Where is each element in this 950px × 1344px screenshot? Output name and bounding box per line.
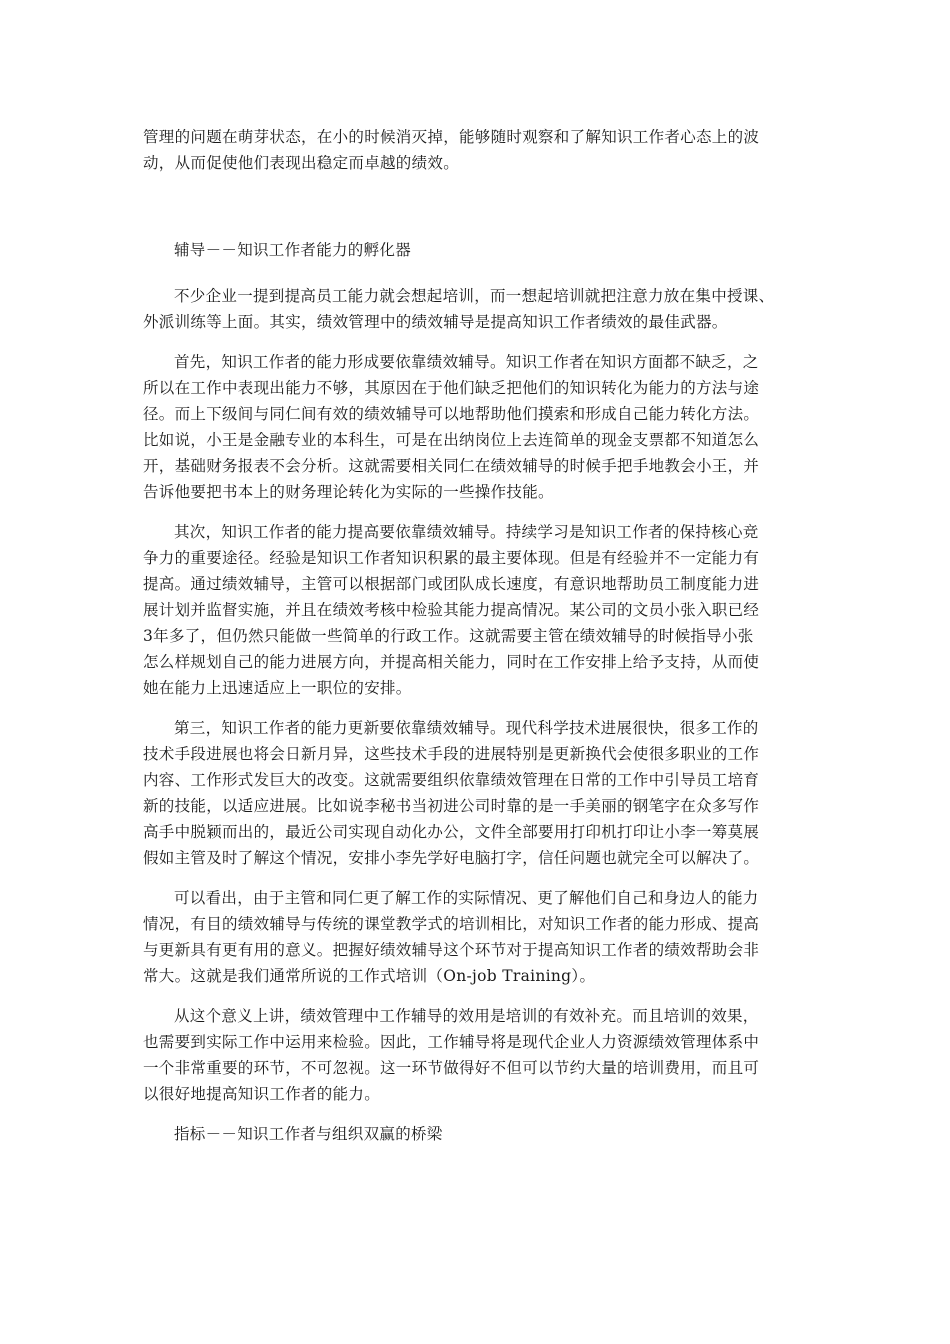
text-line: 3年多了，但仍然只能做一些简单的行政工作。这就需要主管在绩效辅导的时候指导小张 (143, 627, 754, 645)
section-heading-coaching (143, 237, 813, 263)
heading-text: 指标－－知识工作者与组织双赢的桥梁 (174, 1125, 443, 1143)
paragraph-5 (143, 885, 813, 989)
text-line: 第三，知识工作者的能力更新要依靠绩效辅导。现代科学技术进展很快，很多工作的 (174, 719, 759, 737)
text-line: 管理的问题在萌芽状态，在小的时候消灭掉，能够随时观察和了解知识工作者心态上的波 (143, 128, 760, 146)
text-line: 其次，知识工作者的能力提高要依靠绩效辅导。持续学习是知识工作者的保持核心竞 (174, 523, 759, 541)
text-line: 径。而上下级间与同仁间有效的绩效辅导可以地帮助他们摸索和形成自己能力转化方法。 (143, 405, 760, 423)
paragraph-2 (143, 349, 813, 505)
paragraph-6 (143, 1003, 813, 1107)
paragraph-4 (143, 715, 813, 871)
text-line: 情况，有目的绩效辅导与传统的课堂教学式的培训相比，对知识工作者的能力形成、提高 (143, 915, 760, 933)
paragraph-3 (143, 519, 813, 701)
text-line: 假如主管及时了解这个情况，安排小李先学好电脑打字，信任问题也就完全可以解决了。 (143, 849, 760, 867)
text-line: 从这个意义上讲，绩效管理中工作辅导的效用是培训的有效补充。而且培训的效果， (174, 1007, 759, 1025)
text-line: 与更新具有更有用的意义。把握好绩效辅导这个环节对于提高知识工作者的绩效帮助会非 (143, 941, 760, 959)
section-heading-indicators (143, 1121, 813, 1147)
text-line: 首先，知识工作者的能力形成要依靠绩效辅导。知识工作者在知识方面都不缺乏，之 (174, 353, 759, 371)
text-line: 以很好地提高知识工作者的能力。 (143, 1085, 381, 1103)
text-line: 开，基础财务报表不会分析。这就需要相关同仁在绩效辅导的时候手把手地教会小王，并 (143, 457, 760, 475)
text-line: 提高。通过绩效辅导，主管可以根据部门或团队成长速度，有意识地帮助员工制度能力进 (143, 575, 760, 593)
text-line: 告诉他要把书本上的财务理论转化为实际的一些操作技能。 (143, 483, 554, 501)
text-line: 新的技能，以适应进展。比如说李秘书当初进公司时靠的是一手美丽的钢笔字在众多写作 (143, 797, 760, 815)
intro-paragraph (143, 124, 813, 176)
text-line: 内容、工作形式发巨大的改变。这就需要组织依靠绩效管理在日常的工作中引导员工培育 (143, 771, 760, 789)
text-line: 怎么样规划自己的能力进展方向，并提高相关能力，同时在工作安排上给予支持，从而使 (143, 653, 760, 671)
text-line: 可以看出，由于主管和同仁更了解工作的实际情况、更了解他们自己和身边人的能力 (174, 889, 759, 907)
text-line: 争力的重要途径。经验是知识工作者知识积累的最主要体现。但是有经验并不一定能力有 (143, 549, 760, 567)
text-line: 不少企业一提到提高员工能力就会想起培训，而一想起培训就把注意力放在集中授课、 (174, 287, 775, 305)
heading-text: 辅导－－知识工作者能力的孵化器 (174, 241, 412, 259)
text-line: 比如说，小王是金融专业的本科生，可是在出纳岗位上去连简单的现金支票都不知道怎么 (143, 431, 760, 449)
text-line: 外派训练等上面。其实，绩效管理中的绩效辅导是提高知识工作者绩效的最佳武器。 (143, 313, 728, 331)
text-line: 也需要到实际工作中运用来检验。因此，工作辅导将是现代企业人力资源绩效管理体系中 (143, 1033, 760, 1051)
text-line: 常大。这就是我们通常所说的工作式培训（On-job Training）。 (143, 967, 596, 985)
text-line: 她在能力上迅速适应上一职位的安排。 (143, 679, 412, 697)
text-line: 一个非常重要的环节，不可忽视。这一环节做得好不但可以节约大量的培训费用，而且可 (143, 1059, 760, 1077)
text-line: 所以在工作中表现出能力不够，其原因在于他们缺乏把他们的知识转化为能力的方法与途 (143, 379, 760, 397)
text-line: 技术手段进展也将会日新月异，这些技术手段的进展特别是更新换代会使很多职业的工作 (143, 745, 760, 763)
text-line: 展计划并监督实施，并且在绩效考核中检验其能力提高情况。某公司的文员小张入职已经 (143, 601, 760, 619)
text-line: 高手中脱颖而出的，最近公司实现自动化办公，文件全部要用打印机打印让小李一筹莫展 (143, 823, 760, 841)
paragraph-1 (143, 283, 813, 335)
text-line: 动，从而促使他们表现出稳定而卓越的绩效。 (143, 154, 460, 172)
